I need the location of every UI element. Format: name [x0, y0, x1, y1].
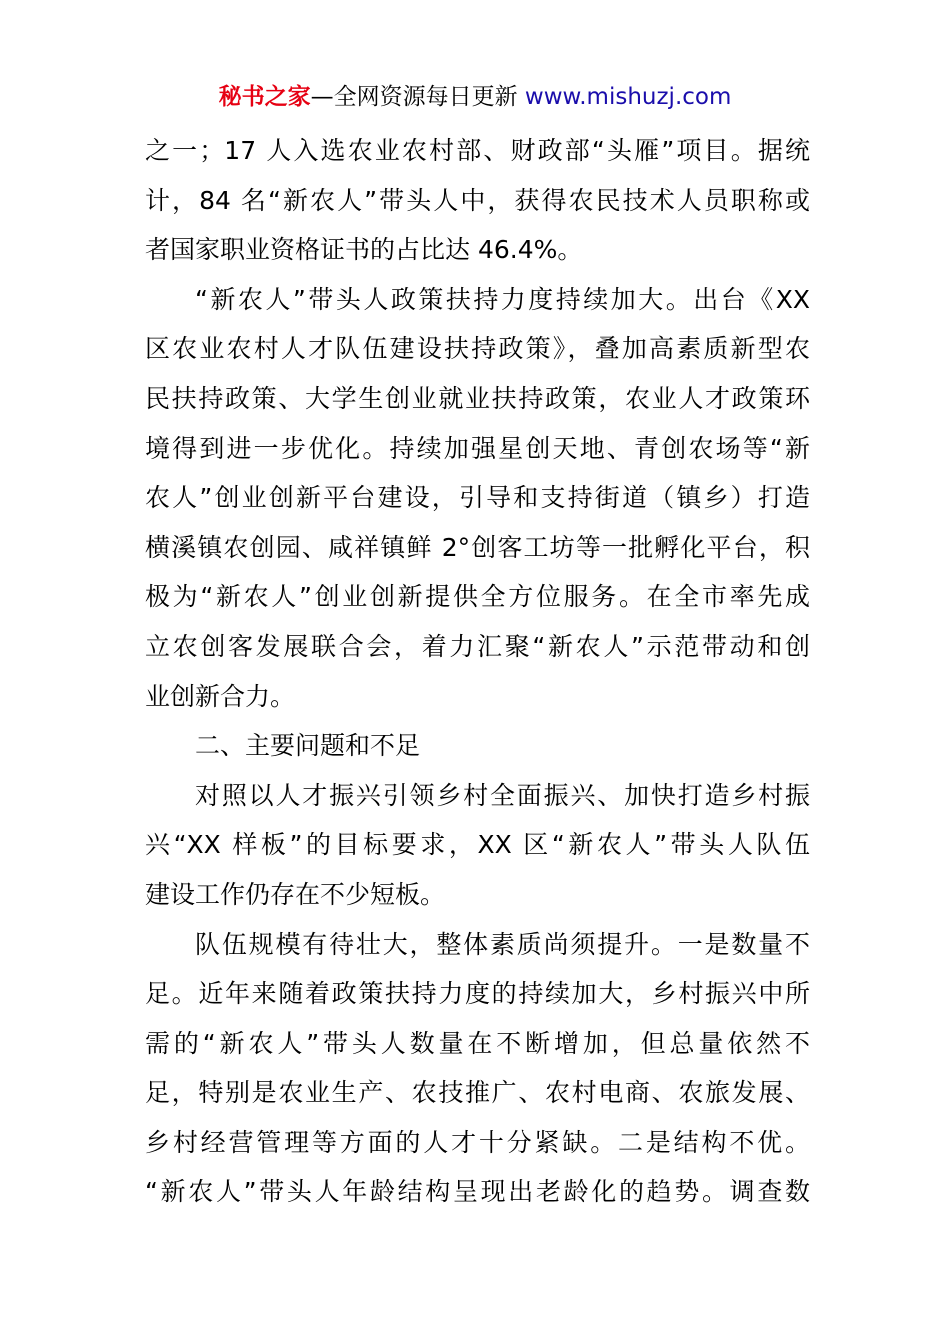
text-line: 建设工作仍存在不少短板。 [145, 879, 446, 909]
text-line: “新农人”带头人年龄结构呈现出老龄化的趋势。调查数 [145, 1177, 810, 1207]
text-line: 对照以人才振兴引领乡村全面振兴、加快打造乡村振 [195, 780, 810, 810]
page-header [0, 80, 950, 114]
section-heading: 二、主要问题和不足 [195, 731, 421, 761]
text-line: 极为“新农人”创业创新提供全方位服务。在全市率先成 [145, 582, 810, 612]
text-line: 之一；17 人入选农业农村部、财政部“头雁”项目。据统 [145, 136, 810, 165]
text-line: 立农创客发展联合会，着力汇聚“新农人”示范带动和创 [145, 631, 810, 661]
brand-name: 秘书之家 [218, 84, 311, 110]
text-line: 足，特别是农业生产、农技推广、农村电商、农旅发展、 [145, 1078, 810, 1108]
text-line: “新农人”带头人政策扶持力度持续加大。出台《XX [195, 284, 810, 314]
text-line: 区农业农村人才队伍建设扶持政策》，叠加高素质新型农 [145, 334, 810, 364]
text-line: 民扶持政策、大学生创业就业扶持政策，农业人才政策环 [145, 383, 810, 413]
text-line: 乡村经营管理等方面的人才十分紧缺。二是结构不优。 [145, 1127, 810, 1157]
text-line: 境得到进一步优化。持续加强星创天地、青创农场等“新 [145, 433, 810, 463]
text-line: 业创新合力。 [145, 681, 296, 711]
text-line: 者国家职业资格证书的占比达 46.4%。 [145, 235, 583, 265]
text-line: 农人”创业创新平台建设，引导和支持街道（镇乡）打造 [145, 483, 810, 513]
text-line: 队伍规模有待壮大，整体素质尚须提升。一是数量不 [195, 929, 810, 959]
site-url-link[interactable]: www.mishuzj.com [524, 84, 732, 110]
text-line: 横溪镇农创园、咸祥镇鲜 2°创客工坊等一批孵化平台，积 [145, 532, 810, 562]
header-tagline: —全网资源每日更新 [310, 84, 525, 110]
text-line: 兴“XX 样板”的目标要求，XX 区“新农人”带头人队伍 [145, 830, 810, 860]
text-line: 计，84 名“新农人”带头人中，获得农民技术人员职称或 [145, 185, 810, 215]
document-body [145, 126, 810, 1217]
text-line: 足。近年来随着政策扶持力度的持续加大，乡村振兴中所 [145, 979, 810, 1009]
text-line: 需的“新农人”带头人数量在不断增加，但总量依然不 [145, 1028, 810, 1058]
